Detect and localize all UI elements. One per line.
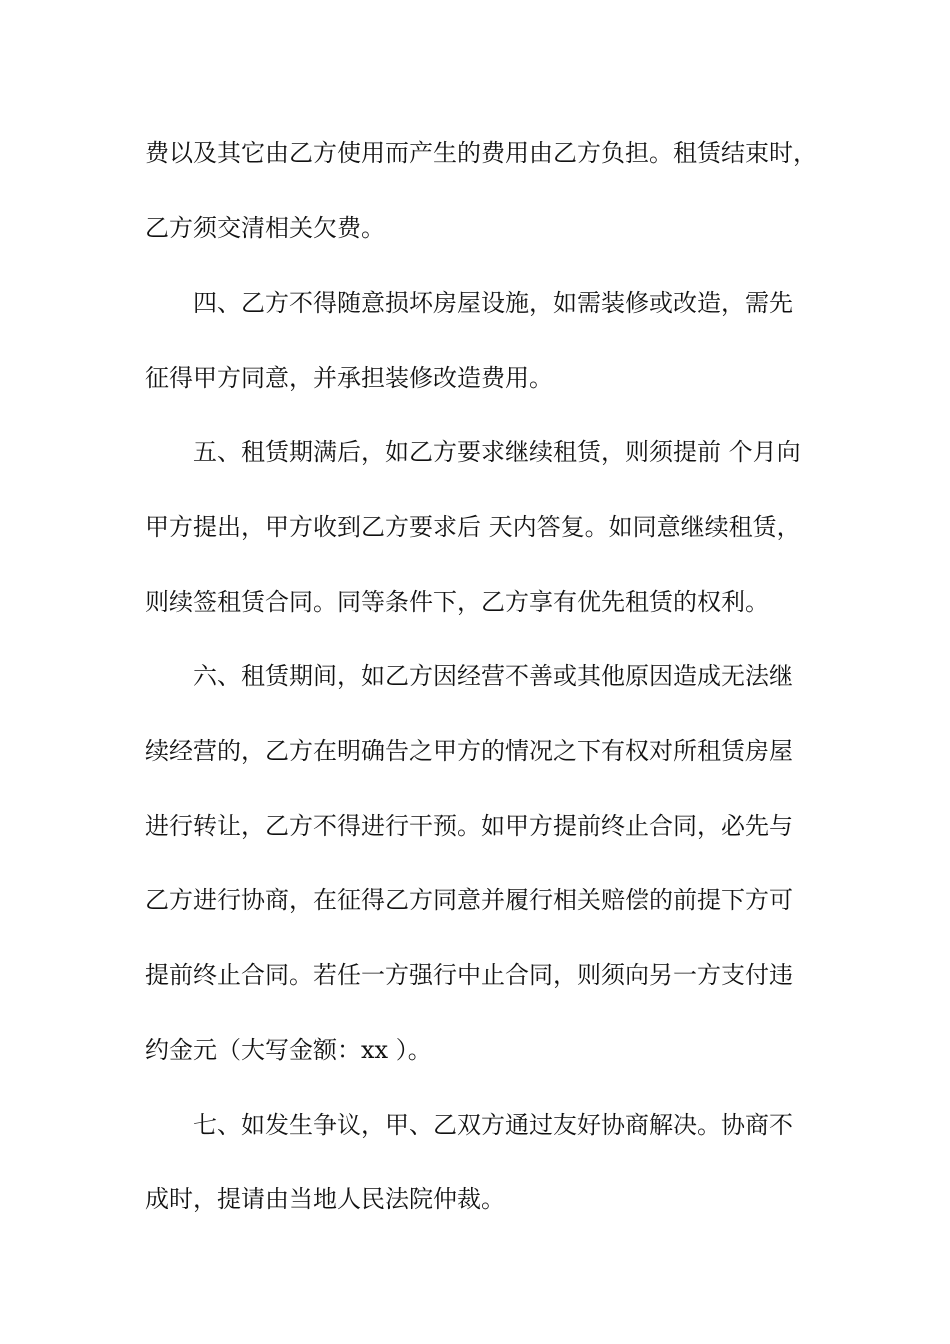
clause-5-line-3: 则续签租赁合同。同等条件下，乙方享有优先租赁的权利。 bbox=[145, 588, 769, 616]
clause-7-line-2: 成时，提请由当地人民法院仲裁。 bbox=[145, 1185, 505, 1213]
clause-6-line-5: 提前终止合同。若任一方强行中止合同，则须向另一方支付违 bbox=[145, 961, 793, 989]
clause-6-line-2: 续经营的，乙方在明确告之甲方的情况之下有权对所租赁房屋 bbox=[145, 737, 793, 765]
clause-7-line-1: 七、如发生争议，甲、乙双方通过友好协商解决。协商不 bbox=[193, 1111, 793, 1139]
clause-6-line-3: 进行转让，乙方不得进行干预。如甲方提前终止合同，必先与 bbox=[145, 812, 793, 840]
clause-5-line-1: 五、租赁期满后，如乙方要求继续租赁，则须提前 个月向 bbox=[193, 438, 801, 466]
clause-6-line-4: 乙方进行协商，在征得乙方同意并履行相关赔偿的前提下方可 bbox=[145, 886, 793, 914]
clause-3-line-2: 费以及其它由乙方使用而产生的费用由乙方负担。租赁结束时， bbox=[145, 139, 817, 167]
clause-6-line-1: 六、租赁期间，如乙方因经营不善或其他原因造成无法继 bbox=[193, 662, 793, 690]
clause-5-line-2: 甲方提出，甲方收到乙方要求后 天内答复。如同意继续租赁， bbox=[145, 513, 801, 541]
clause-4-line-2: 征得甲方同意，并承担装修改造费用。 bbox=[145, 364, 553, 392]
clause-3-line-3: 乙方须交清相关欠费。 bbox=[145, 214, 385, 242]
clause-6-line-6: 约金元（大写金额：xx ）。 bbox=[145, 1036, 432, 1064]
clause-4-line-1: 四、乙方不得随意损坏房屋设施，如需装修或改造，需先 bbox=[193, 289, 793, 317]
